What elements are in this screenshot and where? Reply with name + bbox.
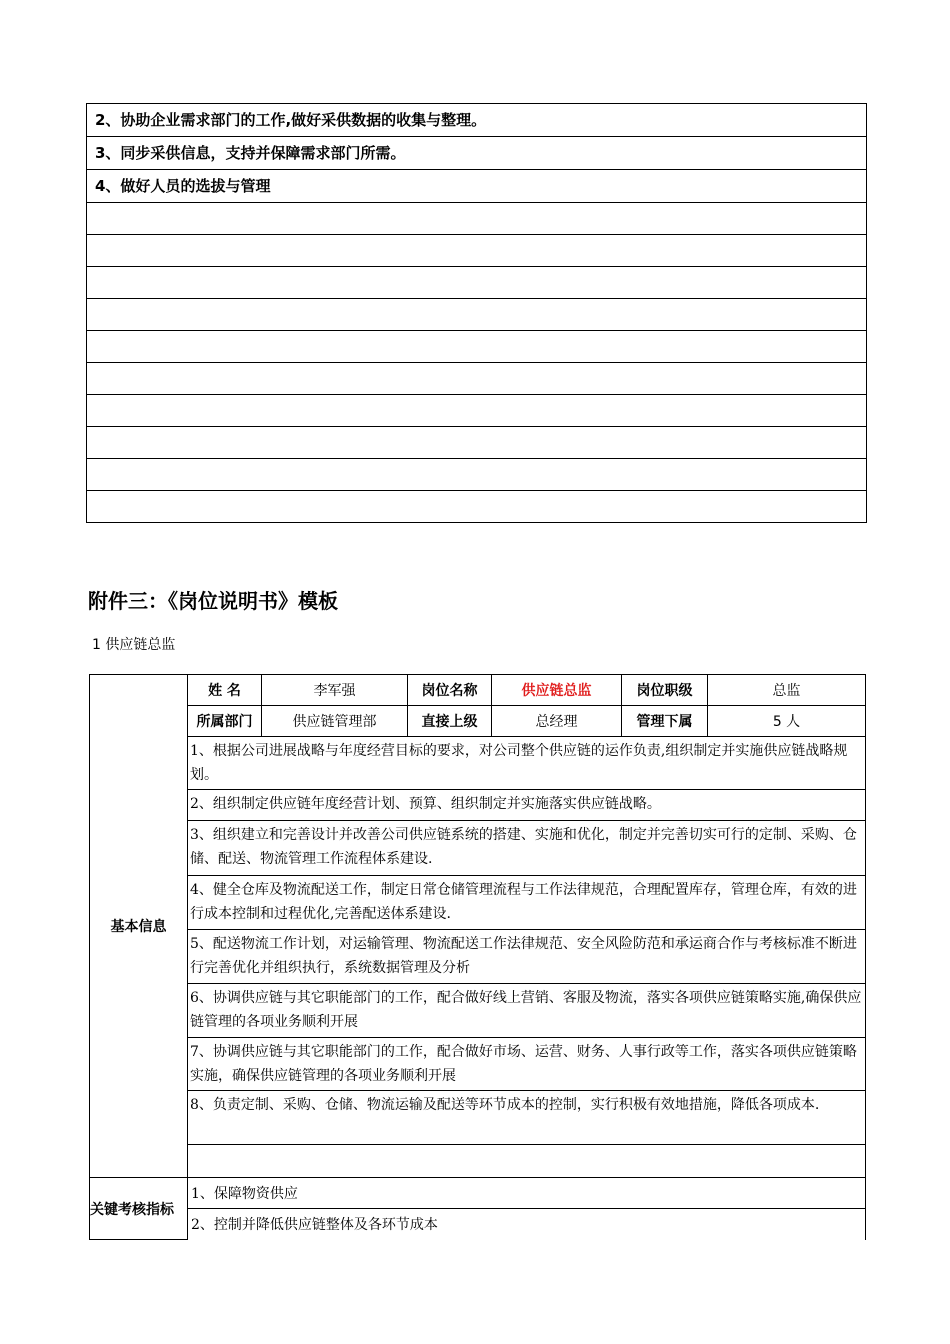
table-cell <box>87 395 867 427</box>
superior-value: 总经理 <box>492 706 622 737</box>
table-row <box>90 821 866 876</box>
duty-item: 6、协调供应链与其它职能部门的工作，配合做好线上营销、客服及物流，落实各项供应链策略实施,确保供应链管理的各项业务顺利开展 <box>188 984 866 1038</box>
table-cell <box>87 203 867 235</box>
table-row <box>87 235 867 267</box>
table-row <box>87 170 867 203</box>
kpi-item: 2、控制并降低供应链整体及各环节成本 <box>188 1209 866 1240</box>
table-cell <box>87 331 867 363</box>
basic-info-label: 基本信息 <box>90 675 188 1178</box>
grade-value: 总监 <box>708 675 866 706</box>
kpi-label: 关键考核指标 <box>90 1178 188 1240</box>
table-row <box>90 737 866 790</box>
table-cell <box>87 363 867 395</box>
post-label: 岗位名称 <box>408 675 492 706</box>
name-label: 姓 名 <box>188 675 262 706</box>
table-row <box>87 459 867 491</box>
duty-item: 5、配送物流工作计划，对运输管理、物流配送工作法律规范、安全风险防范和承运商合作与考核标准不断进行完善优化并组织执行，系统数据管理及分析 <box>188 930 866 984</box>
section-subheading: 1 供应链总监 <box>92 637 176 653</box>
job-description-table <box>89 674 866 1240</box>
table-row <box>90 1038 866 1091</box>
table-row <box>90 1145 866 1178</box>
subordinate-value: 5 人 <box>708 706 866 737</box>
superior-label: 直接上级 <box>408 706 492 737</box>
duty-item: 1、根据公司进展战略与年度经营目标的要求，对公司整个供应链的运作负责,组织制定并实施供应链战略规划。 <box>188 737 866 790</box>
table-row <box>90 1209 866 1240</box>
table-row <box>87 104 867 137</box>
table-row <box>90 1091 866 1145</box>
table-row <box>87 331 867 363</box>
table-row <box>87 299 867 331</box>
table-cell <box>87 491 867 523</box>
table-row <box>87 137 867 170</box>
table-cell <box>87 235 867 267</box>
kpi-item: 1、保障物资供应 <box>188 1178 866 1209</box>
table-row <box>87 267 867 299</box>
duty-item: 8、负责定制、采购、仓储、物流运输及配送等环节成本的控制，实行积极有效地措施，降低各项成本. <box>188 1091 866 1145</box>
subordinate-label: 管理下属 <box>622 706 708 737</box>
table-cell <box>87 427 867 459</box>
table-row <box>87 363 867 395</box>
table-cell <box>87 299 867 331</box>
dept-label: 所属部门 <box>188 706 262 737</box>
table-cell: 3、同步采供信息，支持并保障需求部门所需。 <box>87 137 867 170</box>
dept-value: 供应链管理部 <box>262 706 408 737</box>
table-cell <box>87 267 867 299</box>
post-value: 供应链总监 <box>492 675 622 706</box>
table-row <box>87 427 867 459</box>
responsibilities-table <box>86 103 867 523</box>
duty-item: 3、组织建立和完善设计并改善公司供应链系统的搭建、实施和优化，制定并完善切实可行的定制、采购、仓储、配送、物流管理工作流程体系建设. <box>188 821 866 876</box>
duty-item: 7、协调供应链与其它职能部门的工作，配合做好市场、运营、财务、人事行政等工作，落实各项供应链策略实施，确保供应链管理的各项业务顺利开展 <box>188 1038 866 1091</box>
table-row <box>87 395 867 427</box>
table-cell: 2、协助企业需求部门的工作,做好采供数据的收集与整理。 <box>87 104 867 137</box>
duty-item: 2、组织制定供应链年度经营计划、预算、组织制定并实施落实供应链战略。 <box>188 790 866 821</box>
grade-label: 岗位职级 <box>622 675 708 706</box>
table-row <box>90 984 866 1038</box>
name-value: 李军强 <box>262 675 408 706</box>
table-row <box>87 203 867 235</box>
table-row <box>87 491 867 523</box>
duty-item: 4、健全仓库及物流配送工作，制定日常仓储管理流程与工作法律规范，合理配置库存，管理仓库，有效的进行成本控制和过程优化,完善配送体系建设. <box>188 876 866 930</box>
table-cell: 4、做好人员的选拔与管理 <box>87 170 867 203</box>
table-row <box>90 1178 866 1209</box>
table-cell <box>87 459 867 491</box>
table-row <box>90 876 866 930</box>
table-row <box>90 790 866 821</box>
table-row <box>90 930 866 984</box>
table-row <box>90 675 866 706</box>
empty-row <box>188 1145 866 1178</box>
page-heading: 附件三：《岗位说明书》模板 <box>88 589 338 613</box>
table-row <box>90 706 866 737</box>
